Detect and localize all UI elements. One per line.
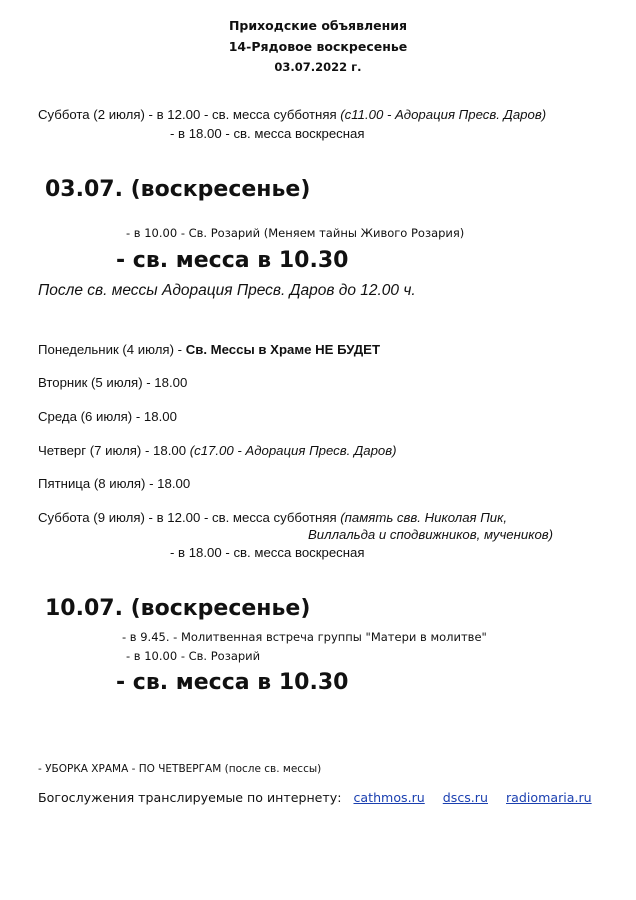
- saturday-1-evening: - в 18.00 - св. месса воскресная: [170, 126, 365, 141]
- monday-text: Понедельник (4 июля) -: [38, 342, 186, 357]
- saturday-2-note: (память свв. Николая Пик,: [340, 510, 508, 525]
- saturday-2-line: [38, 510, 507, 525]
- thursday-text: Четверг (7 июля) - 18.00: [38, 443, 190, 458]
- broadcast-label: Богослужения транслируемые по интернету:: [38, 790, 342, 805]
- link-dscs[interactable]: dscs.ru: [442, 790, 488, 805]
- monday-line: [38, 342, 380, 357]
- sunday-1-adoration: После св. мессы Адорация Пресв. Даров до 12.00 ч.: [38, 282, 416, 299]
- sunday-2-mass: - св. месса в 10.30: [116, 670, 349, 695]
- thursday-line: [38, 443, 397, 458]
- friday-line: Пятница (8 июля) - 18.00: [38, 476, 191, 491]
- cleaning-notice: - УБОРКА ХРАМА - ПО ЧЕТВЕРГАМ (после св. мессы): [38, 763, 322, 775]
- saturday-1-line: [38, 107, 546, 122]
- page-date: 03.07.2022 г.: [274, 60, 362, 74]
- saturday-2-evening: - в 18.00 - св. месса воскресная: [170, 545, 365, 560]
- sunday-2-heading: 10.07. (воскресенье): [45, 596, 311, 621]
- sunday-2-rosary: - в 10.00 - Св. Розарий: [126, 649, 261, 663]
- link-cathmos[interactable]: cathmos.ru: [353, 790, 425, 805]
- saturday-1-text: Суббота (2 июля) - в 12.00 - св. месса субботняя: [38, 107, 341, 122]
- monday-notice: Св. Мессы в Храме НЕ БУДЕТ: [185, 342, 381, 357]
- sunday-1-rosary: - в 10.00 - Св. Розарий (Меняем тайны Живого Розария): [126, 226, 465, 240]
- saturday-2-text: Суббота (9 июля) - в 12.00 - св. месса субботняя: [38, 510, 341, 525]
- tuesday-line: Вторник (5 июля) - 18.00: [38, 375, 188, 390]
- page-subtitle: 14-Рядовое воскресенье: [228, 39, 408, 54]
- thursday-note: (с17.00 - Адорация Пресв. Даров): [189, 443, 397, 458]
- sunday-2-prayer: - в 9.45. - Молитвенная встреча группы "Матери в молитве": [122, 630, 487, 644]
- page-title: Приходские объявления: [228, 18, 408, 33]
- sunday-1-mass: - св. месса в 10.30: [116, 248, 349, 273]
- sunday-1-heading: 03.07. (воскресенье): [45, 177, 311, 202]
- saturday-1-note: (с11.00 - Адорация Пресв. Даров): [340, 107, 547, 122]
- wednesday-line: Среда (6 июля) - 18.00: [38, 409, 177, 424]
- saturday-2-note-cont: Виллальда и сподвижников, мучеников): [308, 527, 554, 542]
- link-radiomaria[interactable]: radiomaria.ru: [506, 790, 592, 805]
- broadcast-line: [38, 790, 592, 805]
